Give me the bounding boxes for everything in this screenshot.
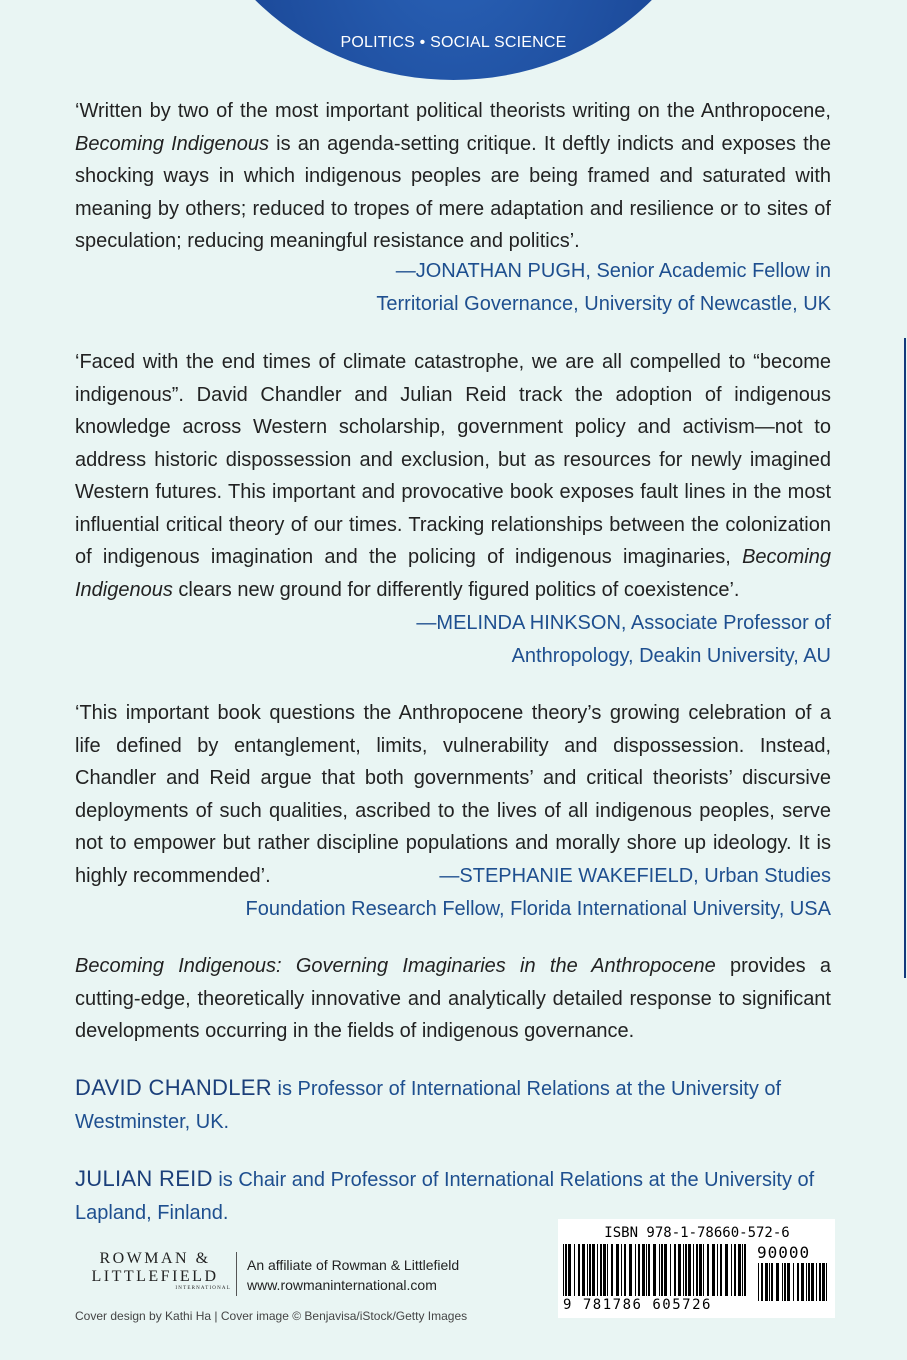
barcode-bar	[822, 1263, 825, 1301]
barcode-bar	[707, 1244, 709, 1296]
barcode-bar	[703, 1244, 704, 1296]
review-2-attribution-affiliation: Anthropology, Deakin University, AU	[511, 645, 831, 667]
barcode-bar	[624, 1244, 626, 1296]
review-1-attribution: —JONATHAN PUGH, Senior Academic Fellow in	[395, 260, 831, 282]
review-2-text-end: clears new ground for differently figured politics of coexistence’.	[172, 578, 740, 601]
barcode-bar	[589, 1244, 591, 1296]
spine-edge	[904, 338, 906, 978]
author-bio-chandler	[75, 1072, 831, 1138]
barcode-bar	[801, 1263, 804, 1301]
barcode-bar	[653, 1244, 656, 1296]
cover-credits: Cover design by Kathi Ha | Cover image © Benjavisa/iStock/Getty Images	[75, 1309, 468, 1323]
affiliate-text: An affiliate of Rowman & Littlefield	[247, 1257, 460, 1273]
barcode-bar	[819, 1263, 821, 1301]
barcode-bar	[683, 1244, 684, 1296]
author-bio-text-chandler: is Professor of International Relations at the University of Westminster, UK.	[75, 1078, 782, 1133]
barcode-bar	[621, 1244, 622, 1296]
publisher-affiliate	[247, 1255, 459, 1295]
description-book-title: Becoming Indigenous: Governing Imaginaries in the Anthropocene	[75, 955, 716, 977]
barcode-bar	[616, 1244, 619, 1296]
barcode-bar	[565, 1244, 567, 1296]
review-3-text: ‘This important book questions the Anthropocene theory’s growing celebration of a life defined by entanglement, limits, vulnerability and dispossession. Instead, Chandler and Reid argue that both governments’ and critical theorists’ discursive deployments of such qualities, ascribed to the lives of all indigenous peoples, serve not to empower but rather discipline populations and morally shore up ideology. It is highly recommended’.	[75, 702, 831, 887]
publisher-divider	[236, 1252, 237, 1296]
review-1-attribution-affiliation: Territorial Governance, University of Newcastle, UK	[376, 293, 831, 315]
barcode-bar	[600, 1244, 602, 1296]
barcode-bar	[782, 1263, 783, 1301]
barcode-bar	[696, 1244, 698, 1296]
price-barcode	[758, 1263, 830, 1303]
ean-barcode	[563, 1244, 751, 1302]
barcode-bar	[629, 1244, 632, 1296]
barcode-bar	[568, 1244, 571, 1296]
barcode-bar	[678, 1244, 681, 1296]
barcode-bar	[808, 1263, 810, 1301]
barcode-bar	[769, 1263, 770, 1301]
barcode-bar	[664, 1244, 667, 1296]
barcode-bar	[787, 1263, 790, 1301]
barcode-bar	[699, 1244, 702, 1296]
barcode-bar	[811, 1263, 814, 1301]
barcode-bar	[734, 1244, 736, 1296]
barcode-bar	[738, 1244, 741, 1296]
barcode-bar	[761, 1263, 763, 1301]
barcode-bar	[659, 1244, 660, 1296]
review-2-text: ‘Faced with the end times of climate catastrophe, we are all compelled to “become indigenous”. David Chandler and Julian Reid track the adoption of indigenous knowledge across Western scholarship, government policy and activism—not to address historic dispossession and exclusion, but as resources for newly imagined Western futures. This important and provocative book exposes fault lines in the most influential critical theory of our times. Tracking relationships between the colonization of indigenous imagination and the policing of indigenous imaginaries,	[75, 351, 831, 568]
barcode-bar	[816, 1263, 817, 1301]
barcode-bar	[758, 1263, 759, 1301]
book-description	[75, 950, 831, 1048]
review-2-attribution: —MELINDA HINKSON, Associate Professor of	[416, 612, 831, 634]
barcode-bar	[646, 1244, 647, 1296]
ean-number: 9 781786 605726	[563, 1297, 712, 1313]
barcode-bar	[587, 1244, 588, 1296]
barcode-bar	[685, 1244, 687, 1296]
barcode-bar	[797, 1263, 799, 1301]
isbn-label: ISBN 978-1-78660-572-6	[604, 1225, 790, 1241]
review-3-attribution: —STEPHANIE WAKEFIELD, Urban Studies	[439, 865, 831, 887]
barcode-bar	[670, 1244, 671, 1296]
barcode-bar	[765, 1263, 768, 1301]
barcode-bar	[693, 1244, 694, 1296]
barcode-bar	[771, 1263, 773, 1301]
author-name-chandler: DAVID CHANDLER	[75, 1075, 272, 1100]
barcode-bar	[776, 1263, 779, 1301]
barcode-bar	[725, 1244, 728, 1296]
author-bio-text-reid: is Chair and Professor of International Relations at the University of Lapland, Finland.	[75, 1169, 815, 1224]
publisher-url: www.rowmaninternational.com	[247, 1277, 437, 1293]
barcode-bar	[638, 1244, 640, 1296]
barcode-bar	[717, 1244, 718, 1296]
author-name-reid: JULIAN REID	[75, 1166, 213, 1191]
barcode-bar	[642, 1244, 645, 1296]
barcode-bar	[742, 1244, 743, 1296]
barcode-bar	[592, 1244, 595, 1296]
barcode-bar	[661, 1244, 663, 1296]
barcode-bar	[582, 1244, 585, 1296]
barcode-bar	[674, 1244, 676, 1296]
barcode-bar	[611, 1244, 613, 1296]
category-label: POLITICS • SOCIAL SCIENCE	[340, 34, 567, 51]
barcode-bar	[574, 1244, 575, 1296]
barcode-bar	[578, 1244, 580, 1296]
barcode-bar	[648, 1244, 650, 1296]
publisher-logo-line1: ROWMAN &	[99, 1250, 211, 1267]
barcode-bar	[744, 1244, 746, 1296]
barcode-bar	[806, 1263, 807, 1301]
review-2	[75, 346, 831, 606]
review-1-book-title: Becoming Indigenous	[75, 132, 269, 155]
review-3-attribution-affiliation: Foundation Research Fellow, Florida International University, USA	[245, 898, 831, 920]
barcode-bar	[688, 1244, 691, 1296]
barcode-bar	[635, 1244, 636, 1296]
barcode-bar	[603, 1244, 606, 1296]
barcode-bar	[793, 1263, 794, 1301]
price-code: 90000	[757, 1243, 811, 1262]
barcode-bar	[563, 1244, 564, 1296]
barcode-bar	[712, 1244, 715, 1296]
description-text: provides a cutting-edge, theoretically innovative and analytically detailed response to significant developments occurring in the fields of indigenous governance.	[75, 955, 831, 1042]
barcode-bar	[784, 1263, 786, 1301]
review-2-book-title: Becoming Indigenous	[75, 546, 831, 601]
barcode-bar	[731, 1244, 732, 1296]
publisher-logo	[75, 1250, 235, 1291]
barcode-bar	[720, 1244, 722, 1296]
barcode-bar	[597, 1244, 598, 1296]
publisher-logo-line3: INTERNATIONAL	[175, 1286, 231, 1291]
publisher-logo-line2: LITTLEFIELD	[91, 1268, 219, 1285]
review-1-text: ‘Written by two of the most important political theorists writing on the Anthropocene,	[75, 100, 831, 122]
barcode-bar	[607, 1244, 608, 1296]
review-1	[75, 95, 831, 258]
barcode-bar	[826, 1263, 827, 1301]
review-1-text-end: is an agenda-setting critique. It deftly indicts and exposes the shocking ways in which indigenous peoples are being framed and saturated with meaning by others; reduced to tropes of mere adaptation and resilience or to sites of speculation; reducing meaningful resistance and politics’.	[75, 132, 831, 252]
